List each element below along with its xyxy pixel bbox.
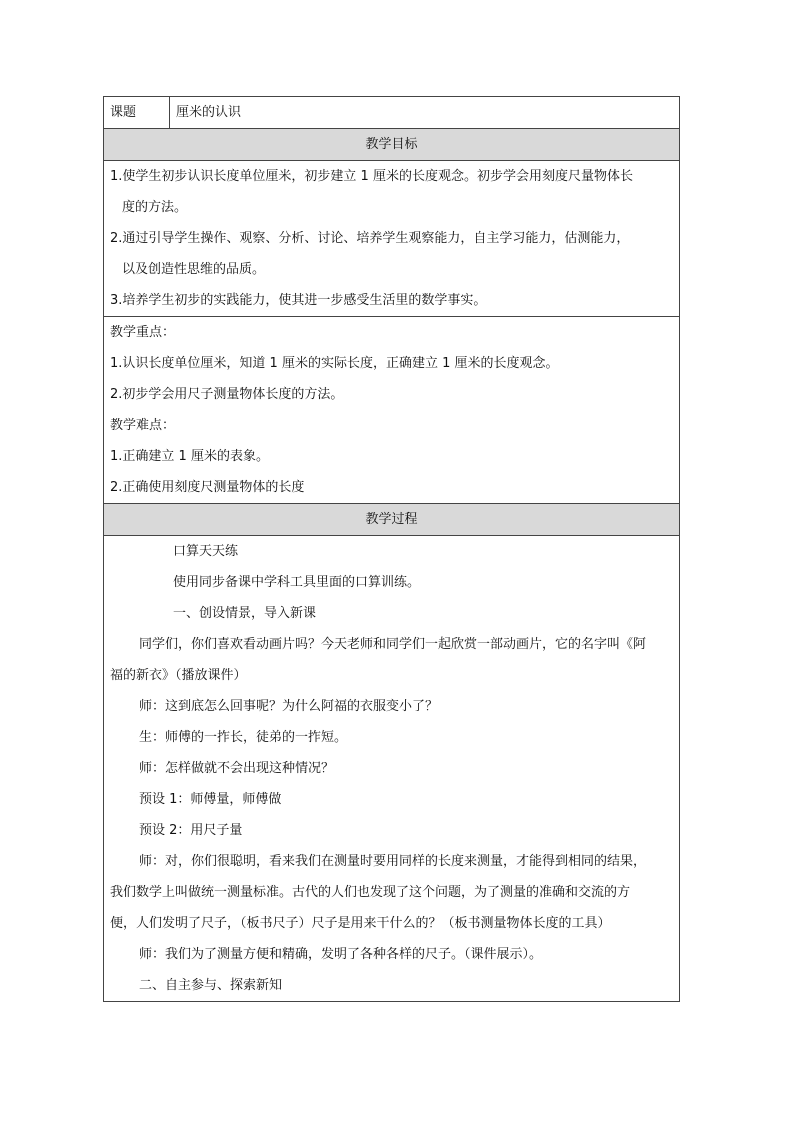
process-cell [104, 536, 680, 1002]
objective-line: 2.通过引导学生操作、观察、分析、讨论、培养学生观察能力，自主学习能力，估测能力， [110, 231, 630, 246]
key-points-row [104, 317, 680, 504]
process-row [104, 536, 680, 1002]
focus-item: 1.认识长度单位厘米，知道 1 厘米的实际长度，正确建立 1 厘米的长度观念。 [110, 356, 559, 371]
process-line: 师：对，你们很聪明，看来我们在测量时要用同样的长度来测量，才能得到相同的结果， [139, 854, 647, 869]
focus-item: 2.初步学会用尺子测量物体长度的方法。 [110, 387, 344, 402]
process-line: 师：这到底怎么回事呢？为什么阿福的衣服变小了？ [139, 699, 439, 714]
topic-label: 课题 [104, 97, 170, 129]
topic-value: 厘米的认识 [170, 97, 680, 129]
process-line: 师：怎样做就不会出现这种情况？ [139, 761, 335, 776]
objective-item [110, 285, 673, 316]
objective-line: 度的方法。 [122, 200, 188, 215]
objective-item [110, 161, 673, 223]
process-line: 同学们，你们喜欢看动画片吗？今天老师和同学们一起欣赏一部动画片，它的名字叫《阿 [139, 637, 647, 652]
objectives-cell [104, 161, 680, 317]
process-line: 便，人们发明了尺子，（板书尺子）尺子是用来干什么的？（板书测量物体长度的工具） [110, 916, 611, 931]
lesson-plan-table [103, 96, 680, 1002]
objective-line: 3.培养学生初步的实践能力，使其进一步感受生活里的数学事实。 [110, 293, 487, 308]
process-line: 我们数学上叫做统一测量标准。古代的人们也发现了这个问题，为了测量的准确和交流的方 [110, 885, 631, 900]
process-line: 一、创设情景，导入新课 [173, 606, 317, 621]
objectives-title: 教学目标 [104, 129, 680, 161]
process-title: 教学过程 [104, 504, 680, 536]
difficulty-item: 2.正确使用刻度尺测量物体的长度 [110, 480, 305, 495]
process-header-row [104, 504, 680, 536]
objectives-row [104, 161, 680, 317]
process-line: 口算天天练 [173, 544, 239, 559]
objective-line: 1.使学生初步认识长度单位厘米，初步建立 1 厘米的长度观念。初步学会用刻度尺量物体长 [110, 169, 633, 184]
process-line: 生：师傅的一拃长，徒弟的一拃短。 [139, 730, 348, 745]
process-line: 福的新衣》（播放课件） [110, 668, 247, 683]
process-line: 使用同步备课中学科工具里面的口算训练。 [173, 575, 421, 590]
key-points-cell [104, 317, 680, 504]
topic-row [104, 97, 680, 129]
objective-item [110, 223, 673, 285]
process-line: 预设 1：师傅量，师傅做 [139, 792, 282, 807]
focus-label: 教学重点： [110, 325, 176, 340]
objectives-header-row [104, 129, 680, 161]
difficulty-label: 教学难点： [110, 418, 176, 433]
difficulty-item: 1.正确建立 1 厘米的表象。 [110, 449, 269, 464]
process-line: 预设 2：用尺子量 [139, 823, 243, 838]
process-line: 二、自主参与、探索新知 [139, 978, 283, 993]
process-line: 师：我们为了测量方便和精确，发明了各种各样的尺子。（课件展示）。 [139, 947, 543, 962]
objective-line: 以及创造性思维的品质。 [122, 262, 266, 277]
